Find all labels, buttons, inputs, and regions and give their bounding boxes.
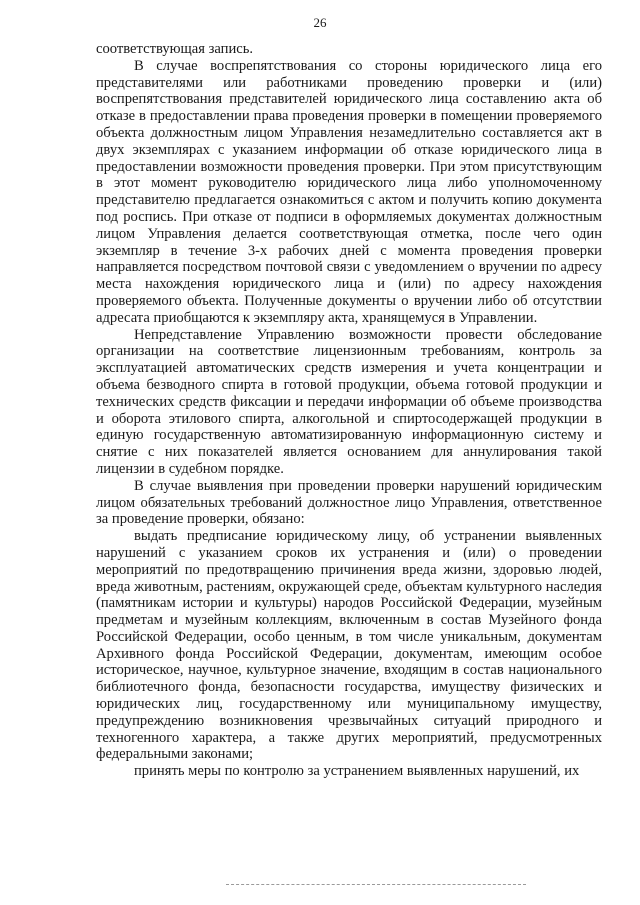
paragraph: В случае выявления при проведении проверки нарушений юридическим лицом обязательных требований должностное лицо Управления, ответственное за проведение проверки, обязано:	[96, 477, 602, 528]
paragraph: В случае воспрепятствования со стороны юридического лица его представителями или работниками проведению проверки и (или) воспрепятствования представителей юридического лица составлению акта об отказе в предоставлении права проведения проверки в помещении проверяемого объекта должностным лицом Управления незамедлительно составляется акт в двух экземплярах с указанием информации об отказе юридического лица в предоставлении возможности проведения проверки. При этом присутствующим в этот момент руководителю юридического лица либо уполномоченному представителю предлагается ознакомиться с актом и получить копию документа под роспись. При отказе от подписи в оформляемых документах должностным лицом Управления делается соответствующая отметка, после чего один экземпляр в течение 3-х рабочих дней с момента проведения проверки направляется посредством почтовой связи с уведомлением о вручении по адресу места нахождения юридического лица и (или) по адресу нахождения проверяемого объекта. Полученные документы о вручении либо об отсутствии адресата приобщаются к экземпляру акта, хранящемуся в Управлении.	[96, 57, 602, 326]
page-number: 26	[313, 15, 327, 30]
document-body	[96, 41, 602, 780]
paragraph: Непредставление Управлению возможности провести обследование организации на соответствие лицензионным требованиям, контроль за эксплуатацией автоматических средств измерения и учета концентрации и объема безводного спирта в готовой продукции, объема готовой продукции и технических средств фиксации и передачи информации об объеме производства и оборота этилового спирта, алкогольной и спиртосодержащей продукции в единую государственную автоматизированную информационную систему и снятие с них показателей является основанием для аннулирования такой лицензии в судебном порядке.	[96, 326, 602, 477]
footer-scan-line	[226, 884, 526, 885]
paragraph: выдать предписание юридическому лицу, об устранении выявленных нарушений с указанием сроков их устранения и (или) о проведении мероприятий по предотвращению причинения вреда жизни, здоровью людей, вреда животным, растениям, окружающей среде, объектам культурного наследия (памятникам истории и культуры) народов Российской Федерации, музейным предметам и музейным коллекциям, включенным в состав Музейного фонда Российской Федерации, особо ценным, в том числе уникальным, документам Архивного фонда Российской Федерации, документам, имеющим особое историческое, научное, культурное значение, входящим в состав национального библиотечного фонда, безопасности государства, имуществу физических и юридических лиц, государственному или муниципальному имуществу, предупреждению возникновения чрезвычайных ситуаций природного и техногенного характера, а также других мероприятий, предусмотренных федеральными законами;	[96, 528, 602, 763]
paragraph: принять меры по контролю за устранением выявленных нарушений, их	[134, 763, 580, 780]
paragraph: соответствующая запись.	[96, 41, 254, 57]
